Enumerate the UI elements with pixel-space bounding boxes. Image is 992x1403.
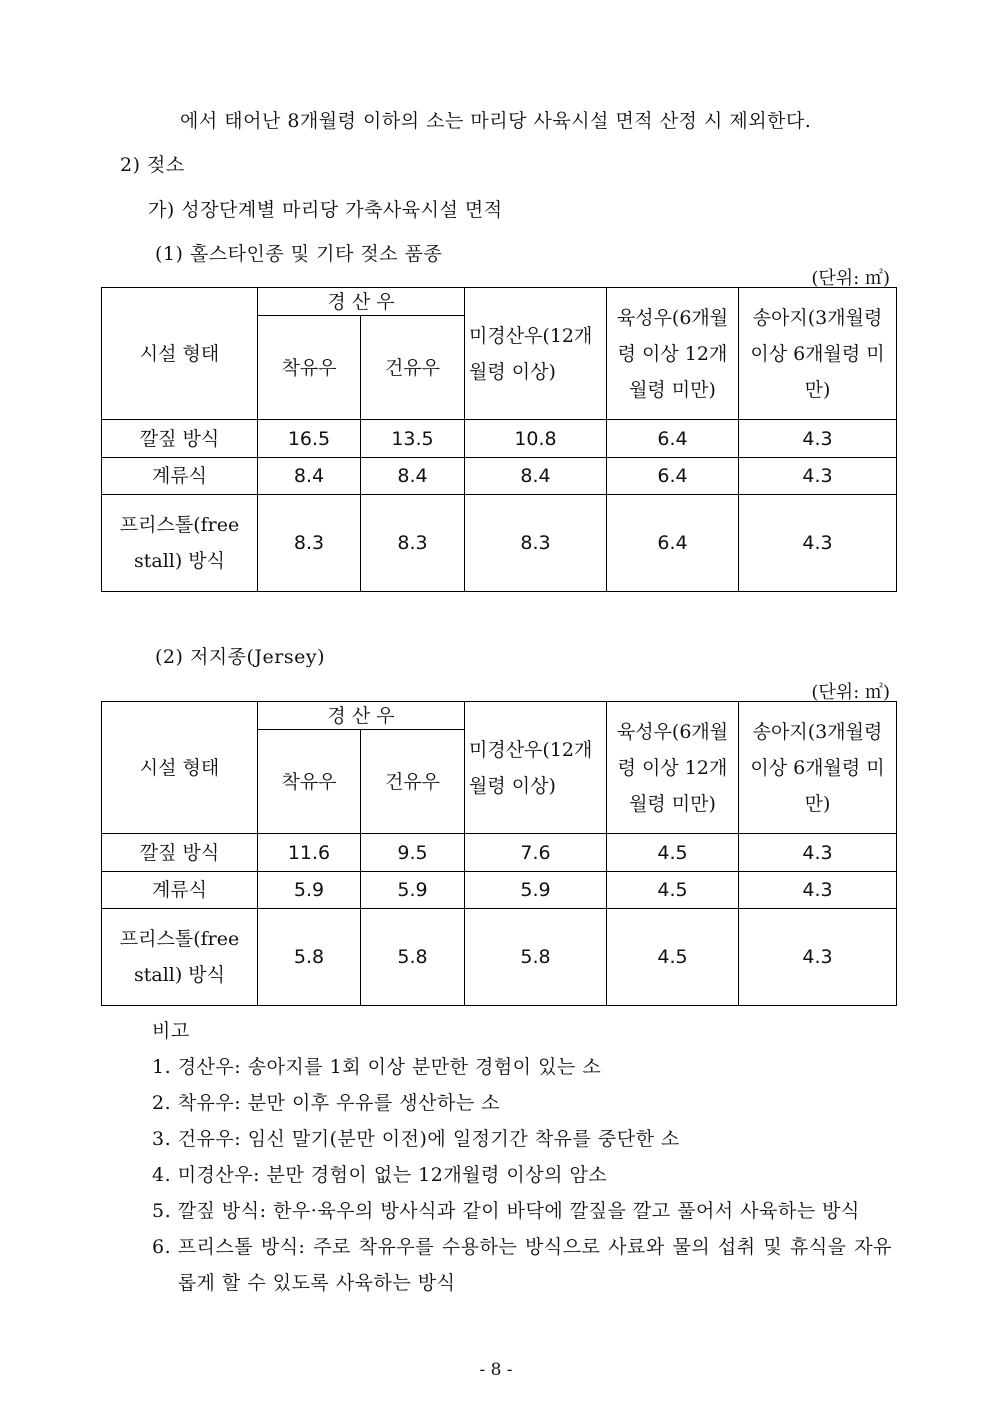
facility-cell: 프리스톨(free stall) 방식 xyxy=(102,495,258,592)
remark-number: 5. xyxy=(152,1200,172,1222)
table1 xyxy=(101,287,897,592)
remark-text: 깔짚 방식: 한우·육우의 방사식과 같이 바닥에 깔짚을 깔고 풀어서 사육하는 방식 xyxy=(177,1200,860,1222)
value-cell: 8.3 xyxy=(465,495,607,592)
list-item xyxy=(152,1049,892,1085)
header-yukseongwoo: 육성우(6개월령 이상 12개월령 미만) xyxy=(607,288,739,420)
value-cell: 7.6 xyxy=(465,834,607,872)
value-cell: 8.3 xyxy=(258,495,361,592)
value-cell: 8.4 xyxy=(465,458,607,495)
header-geonyuwoo: 건유우 xyxy=(361,316,465,420)
table2-title: (2) 저지종(Jersey) xyxy=(155,646,326,668)
remark-number: 3. xyxy=(152,1128,172,1150)
list-item xyxy=(152,1229,892,1301)
remark-text: 프리스톨 방식: 주로 착유우를 수용하는 방식으로 사료와 물의 섭취 및 휴식을 자유롭게 할 수 있도록 사육하는 방식 xyxy=(177,1236,892,1294)
value-cell: 8.4 xyxy=(361,458,465,495)
value-cell: 8.3 xyxy=(361,495,465,592)
table-row xyxy=(102,872,897,909)
facility-cell: 프리스톨(free stall) 방식 xyxy=(102,909,258,1006)
subsection-heading: 가) 성장단계별 마리당 가축사육시설 면적 xyxy=(148,199,503,221)
value-cell: 9.5 xyxy=(361,834,465,872)
header-chakyuwoo: 착유우 xyxy=(258,316,361,420)
value-cell: 4.3 xyxy=(739,458,897,495)
header-facility: 시설 형태 xyxy=(102,702,258,834)
list-item xyxy=(152,1157,892,1193)
value-cell: 11.6 xyxy=(258,834,361,872)
value-cell: 13.5 xyxy=(361,420,465,458)
value-cell: 4.5 xyxy=(607,872,739,909)
remarks-block xyxy=(152,1013,892,1301)
remark-text: 경산우: 송아지를 1회 이상 분만한 경험이 있는 소 xyxy=(177,1056,602,1078)
table-row xyxy=(102,458,897,495)
page-number: - 8 - xyxy=(479,1360,513,1380)
remarks-title: 비고 xyxy=(152,1020,190,1042)
value-cell: 4.3 xyxy=(739,420,897,458)
value-cell: 6.4 xyxy=(607,458,739,495)
value-cell: 5.9 xyxy=(465,872,607,909)
header-gyeongsanwoo: 경 산 우 xyxy=(258,702,465,730)
remark-number: 2. xyxy=(152,1092,172,1114)
remark-text: 미경산우: 분만 경험이 없는 12개월령 이상의 암소 xyxy=(177,1164,608,1186)
table-row xyxy=(102,495,897,592)
value-cell: 6.4 xyxy=(607,495,739,592)
value-cell: 16.5 xyxy=(258,420,361,458)
header-gyeongsanwoo: 경 산 우 xyxy=(258,288,465,316)
header-facility: 시설 형태 xyxy=(102,288,258,420)
table-row xyxy=(102,420,897,458)
header-migyeongsanwoo: 미경산우(12개월령 이상) xyxy=(465,288,607,420)
list-item xyxy=(152,1085,892,1121)
facility-cell: 깔짚 방식 xyxy=(102,834,258,872)
remark-number: 1. xyxy=(152,1056,172,1078)
header-songaji: 송아지(3개월령 이상 6개월령 미만) xyxy=(739,288,897,420)
value-cell: 4.3 xyxy=(739,909,897,1006)
remark-number: 6. xyxy=(152,1236,172,1258)
remark-text: 건유우: 임신 말기(분만 이전)에 일정기간 착유를 중단한 소 xyxy=(177,1128,680,1150)
value-cell: 8.4 xyxy=(258,458,361,495)
value-cell: 5.8 xyxy=(465,909,607,1006)
value-cell: 4.3 xyxy=(739,834,897,872)
value-cell: 5.9 xyxy=(361,872,465,909)
facility-cell: 계류식 xyxy=(102,872,258,909)
value-cell: 5.8 xyxy=(258,909,361,1006)
list-item xyxy=(152,1193,892,1229)
value-cell: 6.4 xyxy=(607,420,739,458)
facility-cell: 계류식 xyxy=(102,458,258,495)
remark-number: 4. xyxy=(152,1164,172,1186)
value-cell: 10.8 xyxy=(465,420,607,458)
header-songaji: 송아지(3개월령 이상 6개월령 미만) xyxy=(739,702,897,834)
header-migyeongsanwoo: 미경산우(12개월령 이상) xyxy=(465,702,607,834)
value-cell: 5.9 xyxy=(258,872,361,909)
section-heading: 2) 젖소 xyxy=(120,154,185,176)
table1-unit-label: (단위: ㎡) xyxy=(811,268,890,289)
header-yukseongwoo: 육성우(6개월령 이상 12개월령 미만) xyxy=(607,702,739,834)
table2-unit-label: (단위: ㎡) xyxy=(811,682,890,703)
table-row xyxy=(102,834,897,872)
list-item xyxy=(152,1121,892,1157)
value-cell: 5.8 xyxy=(361,909,465,1006)
value-cell: 4.5 xyxy=(607,834,739,872)
header-chakyuwoo: 착유우 xyxy=(258,730,361,834)
value-cell: 4.3 xyxy=(739,495,897,592)
remark-text: 착유우: 분만 이후 우유를 생산하는 소 xyxy=(177,1092,501,1114)
facility-cell: 깔짚 방식 xyxy=(102,420,258,458)
header-geonyuwoo: 건유우 xyxy=(361,730,465,834)
value-cell: 4.3 xyxy=(739,872,897,909)
intro-line: 에서 태어난 8개월령 이하의 소는 마리당 사육시설 면적 산정 시 제외한다. xyxy=(180,110,812,132)
value-cell: 4.5 xyxy=(607,909,739,1006)
table2 xyxy=(101,701,897,1006)
table1-title: (1) 홀스타인종 및 기타 젖소 품종 xyxy=(155,243,443,265)
table-row xyxy=(102,909,897,1006)
